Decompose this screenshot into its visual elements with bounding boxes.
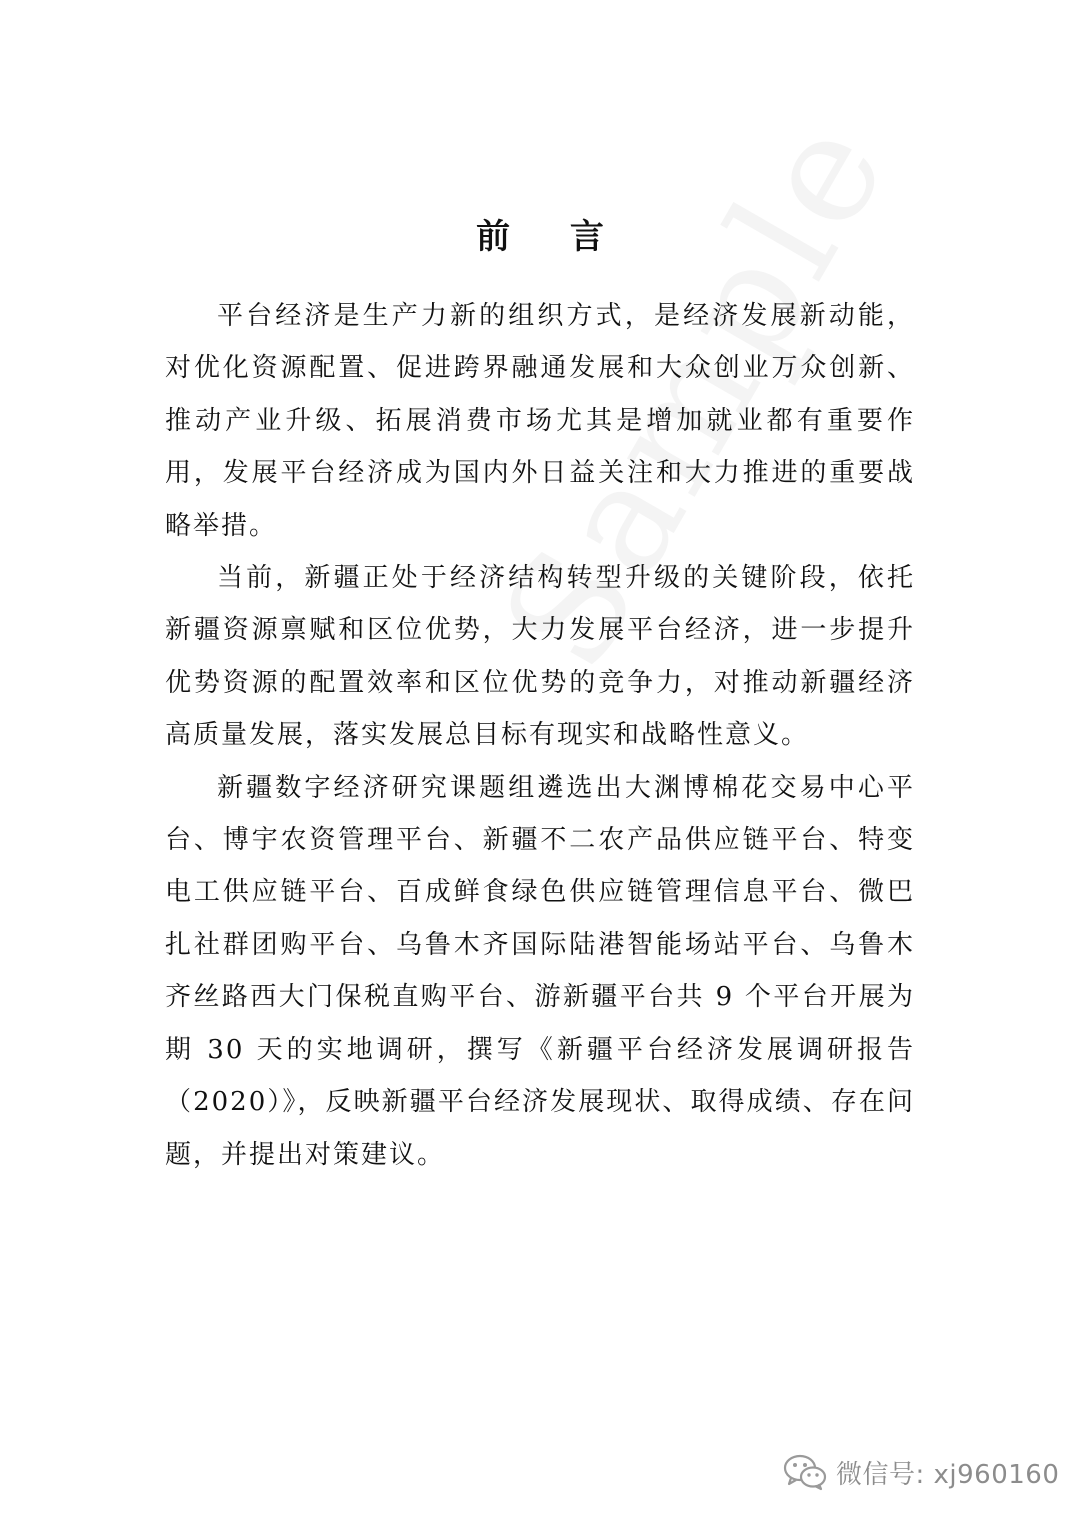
page-title: 前 言 (476, 216, 628, 257)
paragraph-2: 当前，新疆正处于经济结构转型升级的关键阶段，依托新疆资源禀赋和区位优势，大力发展平台经济，进一步提升优势资源的配置效率和区位优势的竞争力，对推动新疆经济高质量发展，落实发展总目标有现实和战略性意义。 (165, 563, 915, 751)
paragraph-3: 新疆数字经济研究课题组遴选出大渊博棉花交易中心平台、博宇农资管理平台、新疆不二农产品供应链平台、特变电工供应链平台、百成鲜食绿色供应链管理信息平台、微巴扎社群团购平台、乌鲁木齐国际陆港智能场站平台、乌鲁木齐丝路西大门保税直购平台、游新疆平台共 9 个平台开展为期 30 天的实地调研，撰写《新疆平台经济发展调研报告（2020）》，反映新疆平台经济发展现状、取得成绩、存在问题，并提出对策建议。 (165, 772, 915, 1170)
wechat-watermark (782, 1452, 1059, 1492)
wechat-id-text: 微信号: xj960160 (836, 1459, 1060, 1490)
wechat-icon (782, 1452, 828, 1492)
paragraph-1: 平台经济是生产力新的组织方式，是经济发展新动能，对优化资源配置、促进跨界融通发展和大众创业万众创新、推动产业升级、拓展消费市场尤其是增加就业都有重要作用，发展平台经济成为国内外日益关注和大力推进的重要战略举措。 (165, 301, 915, 541)
preface-body (165, 290, 915, 1181)
